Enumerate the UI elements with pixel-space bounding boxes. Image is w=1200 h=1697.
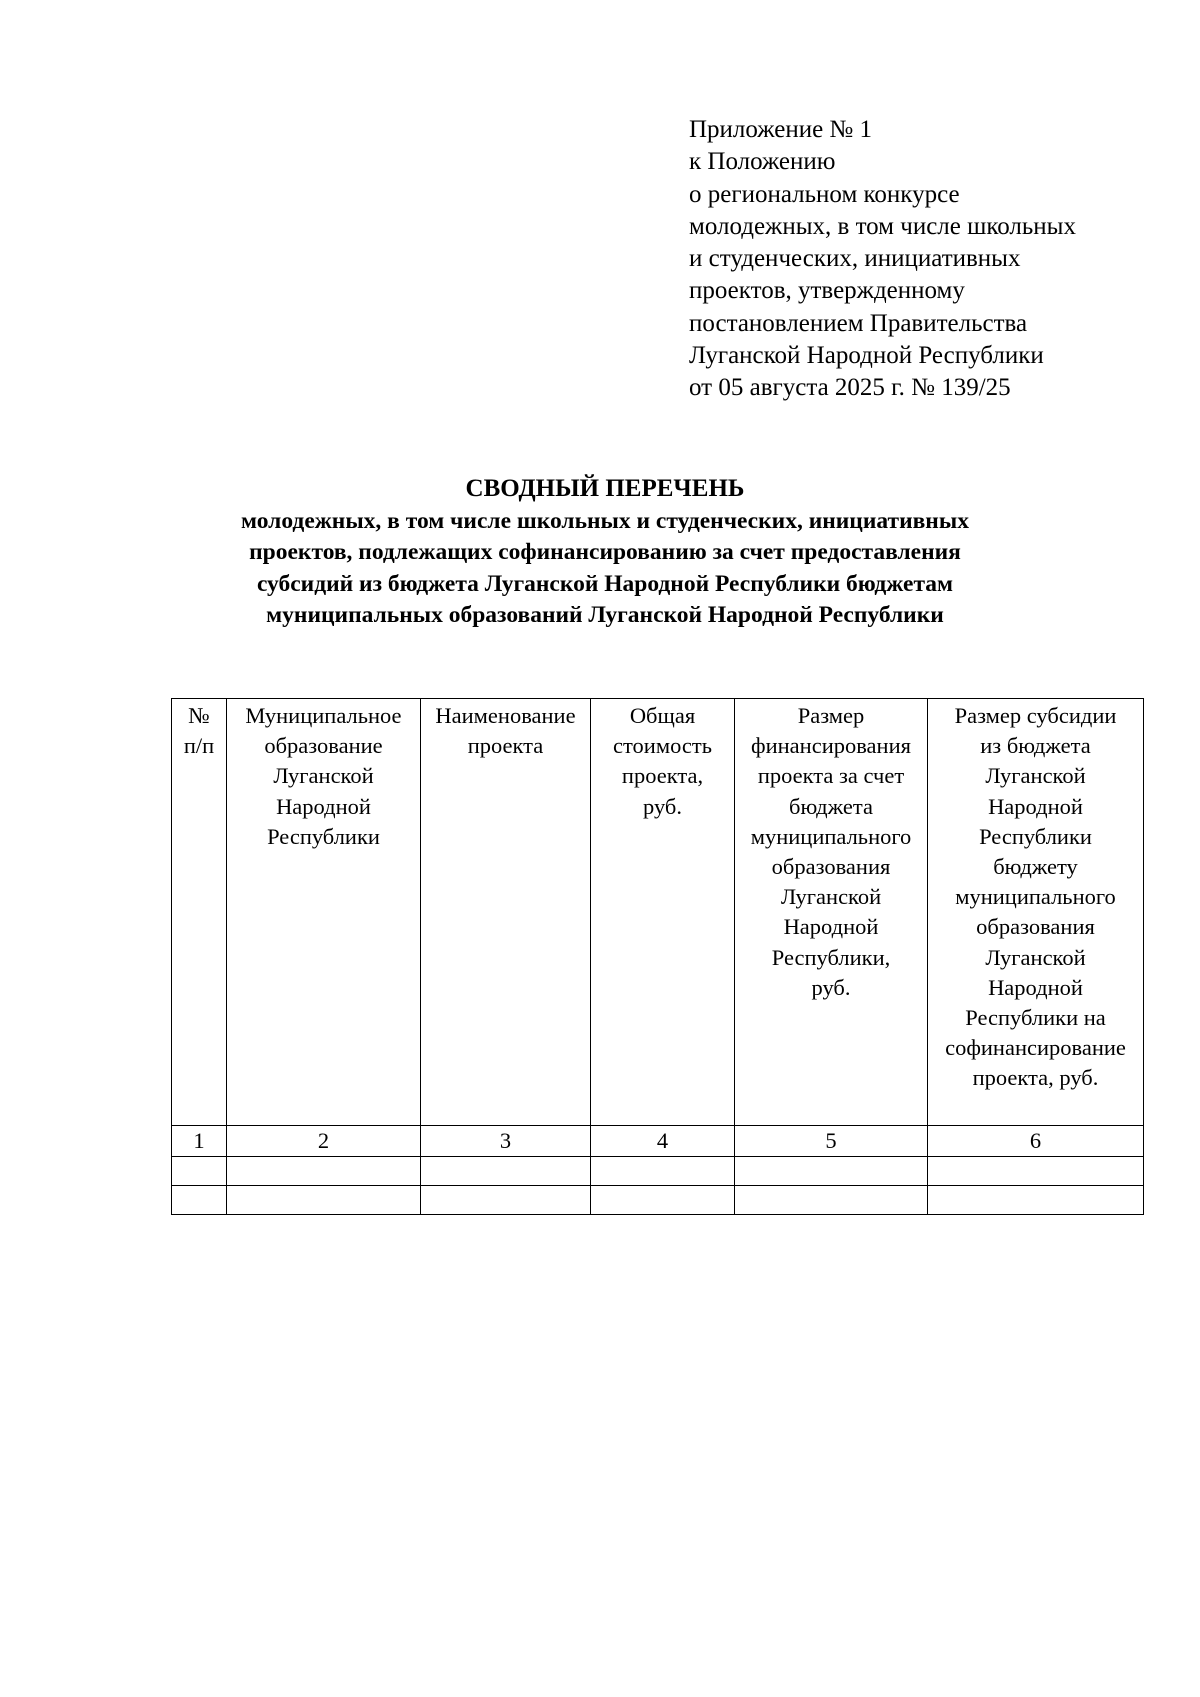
header-line: проекта, (621, 763, 704, 789)
empty-cell (591, 1157, 735, 1186)
empty-cell (227, 1157, 421, 1186)
column-number-cell: 5 (735, 1126, 928, 1157)
header-line: проекта за счет (757, 763, 905, 789)
header-line: финансирования (751, 733, 911, 759)
appendix-line: от 05 августа 2025 г. № 139/25 (689, 374, 1011, 402)
header-line: Луганской (780, 884, 882, 910)
header-cell-municipal-funding (735, 699, 928, 1126)
appendix-line: проектов, утвержденному (689, 277, 965, 305)
column-number-cell: 3 (421, 1126, 591, 1157)
header-line: муниципального (955, 884, 1116, 910)
column-number-cell: 4 (591, 1126, 735, 1157)
header-line: проекта (467, 733, 544, 759)
header-line: проекта, руб. (972, 1065, 1099, 1091)
document-title: СВОДНЫЙ ПЕРЕЧЕНЬ (465, 475, 745, 502)
empty-cell (735, 1186, 928, 1215)
empty-cell (421, 1186, 591, 1215)
empty-cell (421, 1157, 591, 1186)
empty-cell (928, 1186, 1144, 1215)
header-line: № (188, 703, 210, 728)
header-line: образования (976, 914, 1095, 940)
header-line: Народной (276, 793, 371, 819)
header-line: Общая (629, 703, 696, 728)
subtitle-line: молодежных, в том числе школьных и студенческих, инициативных (241, 508, 969, 534)
header-line: Республики (267, 823, 380, 849)
column-number-cell: 6 (928, 1126, 1144, 1157)
header-line: руб. (643, 793, 682, 819)
document-title-block (170, 473, 1040, 631)
header-line: бюджета (789, 793, 873, 819)
appendix-line: и студенческих, инициативных (689, 245, 1021, 273)
header-cell-municipality (227, 699, 421, 1126)
header-line: Республики на (965, 1005, 1106, 1031)
header-cell-total-cost (591, 699, 735, 1126)
subtitle-line: проектов, подлежащих софинансированию за счет предоставления (249, 539, 961, 566)
header-line: Народной (988, 793, 1083, 819)
table-header-row (172, 699, 1144, 1126)
subtitle-line: муниципальных образований Луганской Народной Республики (266, 601, 944, 628)
column-number-row (172, 1126, 1144, 1157)
column-number-cell: 1 (172, 1126, 227, 1157)
table-row (172, 1157, 1144, 1186)
empty-cell (227, 1186, 421, 1215)
subtitle-line: субсидий из бюджета Луганской Народной Республики бюджетам (256, 570, 954, 597)
header-line: руб. (811, 974, 851, 1000)
header-line: Народной (988, 974, 1083, 1000)
summary-table (171, 698, 1144, 1215)
header-line: Размер (797, 703, 865, 728)
column-number-cell: 2 (227, 1126, 421, 1157)
empty-cell (172, 1157, 227, 1186)
header-line: Размер субсидии (954, 703, 1117, 728)
header-line: Республики, (771, 944, 891, 970)
empty-cell (928, 1157, 1144, 1186)
header-line: образования (771, 854, 891, 880)
header-line: п/п (183, 733, 215, 759)
header-line: Народной (783, 914, 879, 940)
empty-cell (172, 1186, 227, 1215)
appendix-line: молодежных, в том числе школьных (689, 212, 1076, 240)
header-cell-number (172, 699, 227, 1126)
table-row (172, 1186, 1144, 1215)
header-line: из бюджета (980, 733, 1091, 759)
header-line: Республики (979, 823, 1092, 849)
appendix-line: Приложение № 1 (689, 116, 873, 143)
appendix-line: постановлением Правительства (689, 309, 1028, 337)
appendix-line: о региональном конкурсе (689, 180, 960, 208)
header-line: муниципального (750, 823, 912, 849)
appendix-line: к Положению (689, 148, 836, 176)
empty-cell (735, 1157, 928, 1186)
header-line: софинансирование (945, 1035, 1126, 1061)
header-line: бюджету (993, 854, 1078, 880)
header-line: Наименование (435, 703, 576, 728)
header-line: Луганской (985, 763, 1086, 789)
header-line: Луганской (273, 763, 374, 789)
header-line: Муниципальное (245, 703, 402, 728)
appendix-reference (689, 114, 1169, 405)
empty-cell (591, 1186, 735, 1215)
header-line: образование (264, 733, 383, 759)
header-line: Луганской (985, 944, 1086, 970)
header-line: стоимость (613, 733, 712, 759)
document-subtitle (170, 506, 1040, 631)
header-cell-project-name (421, 699, 591, 1126)
header-cell-subsidy (928, 699, 1144, 1126)
appendix-line: Луганской Народной Республики (689, 342, 1044, 370)
